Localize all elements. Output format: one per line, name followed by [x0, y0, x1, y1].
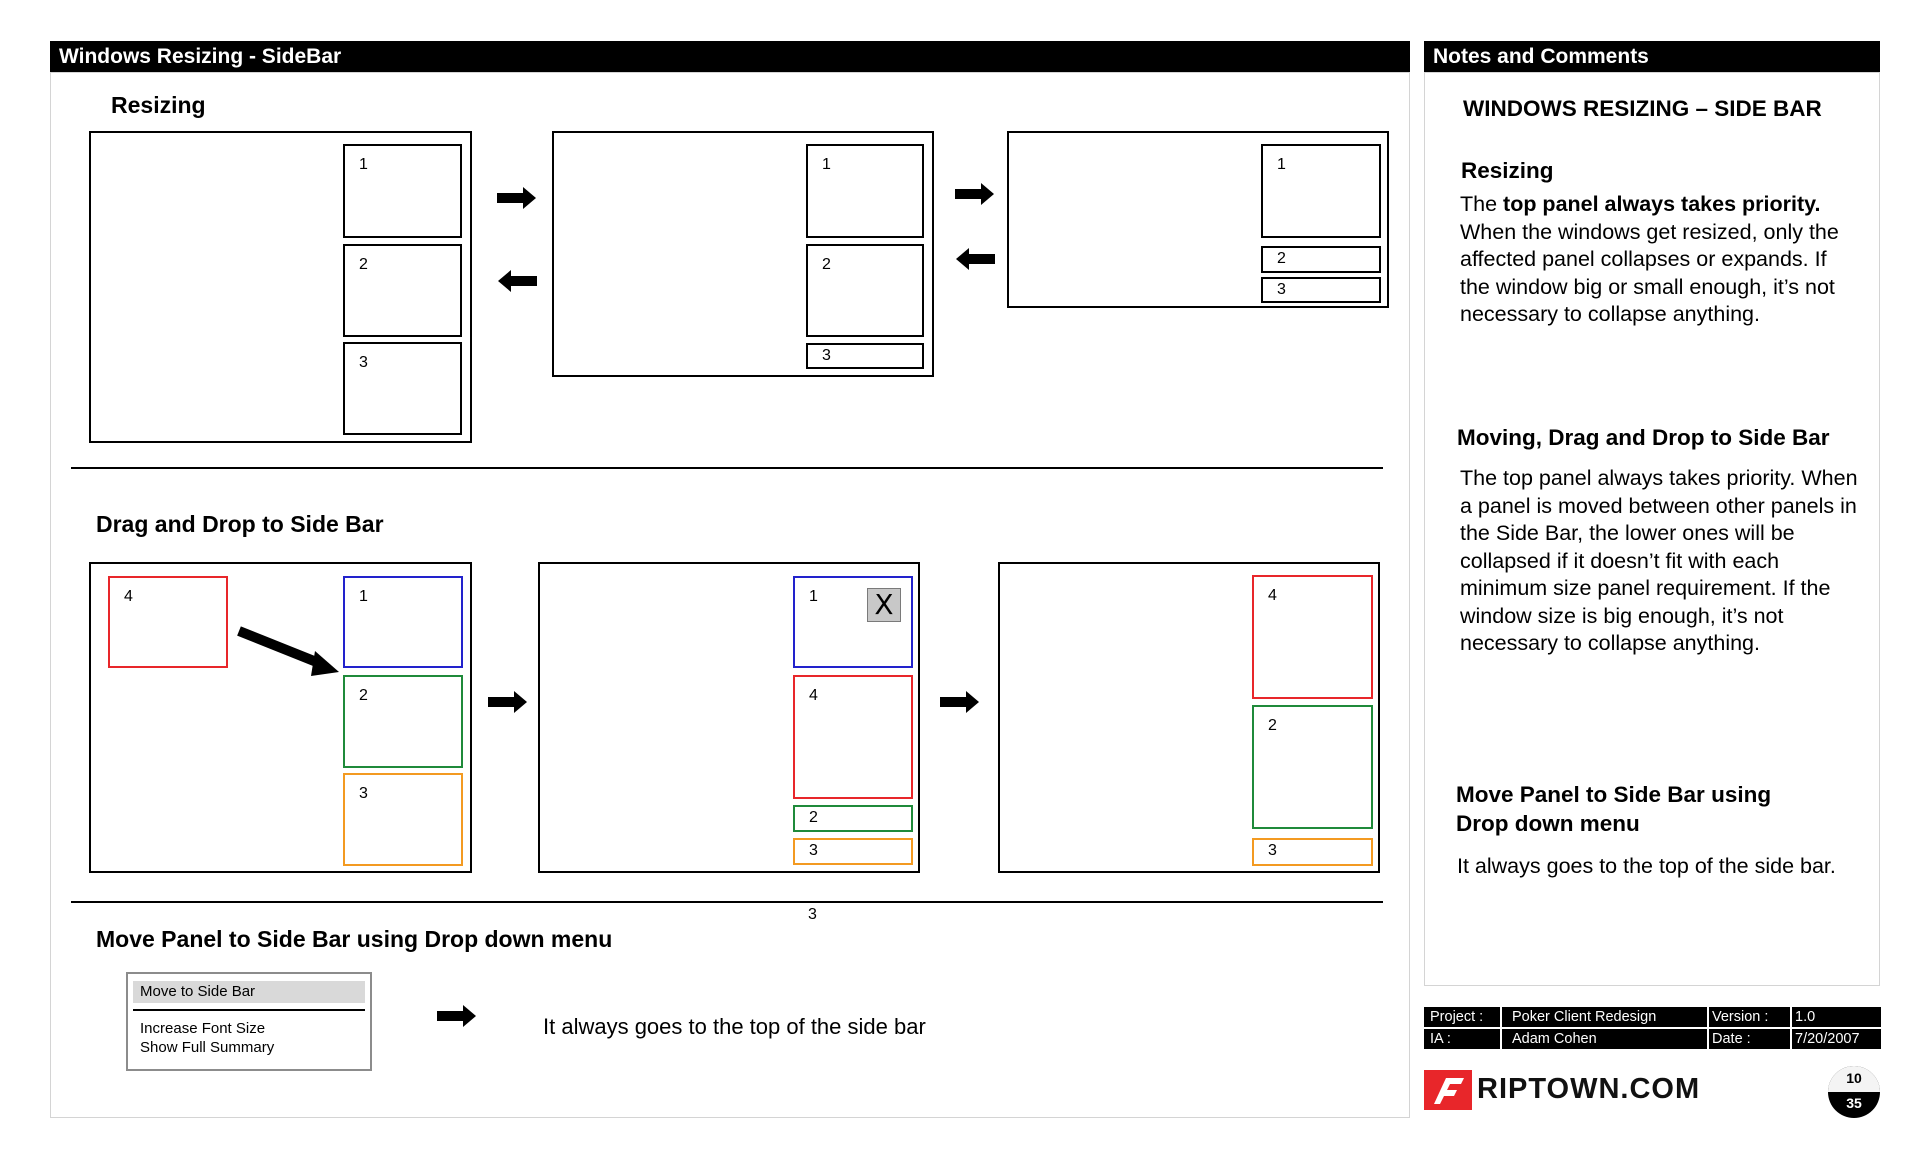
sidebar-panel — [793, 576, 913, 668]
arrow-right-icon — [497, 186, 537, 210]
ia-value: Adam Cohen — [1512, 1031, 1597, 1047]
sidebar-panel-collapsed — [1261, 246, 1381, 273]
sidebar-panel — [343, 773, 463, 866]
sidebar-panel — [1261, 144, 1381, 238]
resizing-heading: Resizing — [111, 92, 206, 118]
panel-label: 2 — [359, 256, 368, 273]
sidebar-panel — [1252, 575, 1373, 699]
arrow-right-icon — [940, 690, 980, 714]
menu-separator — [133, 1009, 365, 1011]
sidebar-panel — [343, 244, 462, 337]
dragdrop-window-2 — [538, 562, 920, 873]
dragdrop-heading: Drag and Drop to Side Bar — [96, 511, 384, 537]
panel-label: 3 — [822, 347, 831, 364]
arrow-right-icon — [488, 690, 528, 714]
notes-text-part: When the windows get resized, only the affected panel collapses or expands. If the window big or small enough, it’s not necessary to collapse anything. — [1460, 219, 1839, 326]
arrow-left-icon — [497, 269, 537, 293]
panel-label: 3 — [1268, 842, 1277, 859]
version-label: Version : — [1712, 1009, 1769, 1025]
panel-label: 1 — [1277, 156, 1286, 173]
sidebar-panel-collapsed — [793, 838, 913, 865]
sidebar-panel-collapsed — [1261, 277, 1381, 303]
arrow-right-icon — [955, 182, 995, 206]
notes-dragdrop-heading: Moving, Drag and Drop to Side Bar — [1457, 425, 1830, 450]
sidebar-panel — [806, 244, 924, 337]
panel-label: 3 — [359, 785, 368, 802]
section-divider — [71, 901, 1383, 903]
context-menu — [126, 972, 372, 1071]
dragdrop-window-3 — [998, 562, 1380, 873]
sidebar-panel — [343, 144, 462, 238]
arrow-right-icon — [437, 1004, 477, 1028]
panel-label: 4 — [1268, 587, 1277, 604]
footer-vline — [1707, 1007, 1709, 1049]
notes-title: WINDOWS RESIZING – SIDE BAR — [1463, 96, 1822, 121]
menu-item-move-to-side-bar[interactable]: Move to Side Bar — [133, 981, 365, 1003]
floating-panel[interactable] — [108, 576, 228, 668]
resize-window-2 — [552, 131, 934, 377]
footer-vline — [1500, 1007, 1502, 1049]
notes-header: Notes and Comments — [1424, 41, 1880, 72]
page-current: 10 — [1846, 1070, 1862, 1086]
panel-label: 3 — [809, 842, 818, 859]
menu-item-show-full-summary[interactable]: Show Full Summary — [140, 1039, 275, 1056]
brand-name: RIPTOWN.COM — [1477, 1073, 1701, 1105]
version-value: 1.0 — [1795, 1009, 1816, 1025]
panel-label: 2 — [822, 256, 831, 273]
panel-label: 1 — [359, 588, 368, 605]
stray-label: 3 — [808, 906, 817, 923]
panel-label: 4 — [124, 588, 133, 605]
notes-resizing-heading: Resizing — [1461, 158, 1554, 183]
riptown-logo-icon — [1424, 1070, 1472, 1110]
menu-item-increase-font-size[interactable]: Increase Font Size — [140, 1020, 266, 1037]
panel-label: 2 — [359, 687, 368, 704]
notes-dropdown-text: It always goes to the top of the side bar. — [1457, 854, 1836, 878]
notes-resizing-text — [1460, 191, 1860, 329]
footer-row-ia — [1424, 1029, 1881, 1049]
resize-window-1 — [89, 131, 472, 443]
sidebar-panel — [343, 342, 462, 435]
panel-label: 2 — [809, 809, 818, 826]
panel-label: 1 — [822, 156, 831, 173]
sidebar-panel-collapsed — [806, 343, 924, 369]
main-header: Windows Resizing - SideBar — [50, 41, 1410, 72]
sidebar-panel — [343, 675, 463, 768]
close-icon[interactable]: X — [867, 588, 901, 622]
panel-label: 2 — [1268, 717, 1277, 734]
panel-label: 3 — [359, 354, 368, 371]
sidebar-panel — [806, 144, 924, 238]
ia-label: IA : — [1430, 1031, 1451, 1047]
panel-label: 2 — [1277, 250, 1286, 267]
sidebar-panel — [1252, 705, 1373, 829]
sidebar-panel — [793, 675, 913, 799]
footer-vline — [1790, 1007, 1792, 1049]
notes-text-bold: top panel always takes priority. — [1503, 192, 1821, 216]
project-value: Poker Client Redesign — [1512, 1009, 1657, 1025]
dragdrop-window-1 — [89, 562, 472, 873]
date-label: Date : — [1712, 1031, 1751, 1047]
notes-text-part: The — [1460, 192, 1504, 216]
drag-arrow-icon — [235, 620, 345, 680]
dropdown-caption: It always goes to the top of the side bar — [543, 1014, 926, 1039]
page-badge — [1828, 1066, 1880, 1118]
notes-dragdrop-text: The top panel always takes priority. When a panel is moved between other panels in the Side Bar, the lower ones will be collapsed if it doesn’t fit with each minimum size panel requirement. If the window size is big enough, it’s not necessary to collapse anything. — [1460, 466, 1858, 655]
sidebar-panel-collapsed — [793, 805, 913, 832]
section-divider — [71, 467, 1383, 469]
sidebar-panel-collapsed — [1252, 838, 1373, 866]
panel-label: 3 — [1277, 281, 1286, 298]
notes-dropdown-heading: Move Panel to Side Bar using Drop down menu — [1456, 782, 1772, 836]
arrow-left-icon — [955, 247, 995, 271]
project-label: Project : — [1430, 1009, 1484, 1025]
date-value: 7/20/2007 — [1795, 1031, 1860, 1047]
panel-label: 1 — [809, 588, 818, 605]
panel-label: 1 — [359, 156, 368, 173]
sidebar-panel — [343, 576, 463, 668]
resize-window-3 — [1007, 131, 1389, 308]
footer-row-project — [1424, 1007, 1881, 1027]
panel-label: 4 — [809, 687, 818, 704]
page-total: 35 — [1846, 1095, 1862, 1111]
dropdown-heading: Move Panel to Side Bar using Drop down menu — [96, 926, 613, 952]
